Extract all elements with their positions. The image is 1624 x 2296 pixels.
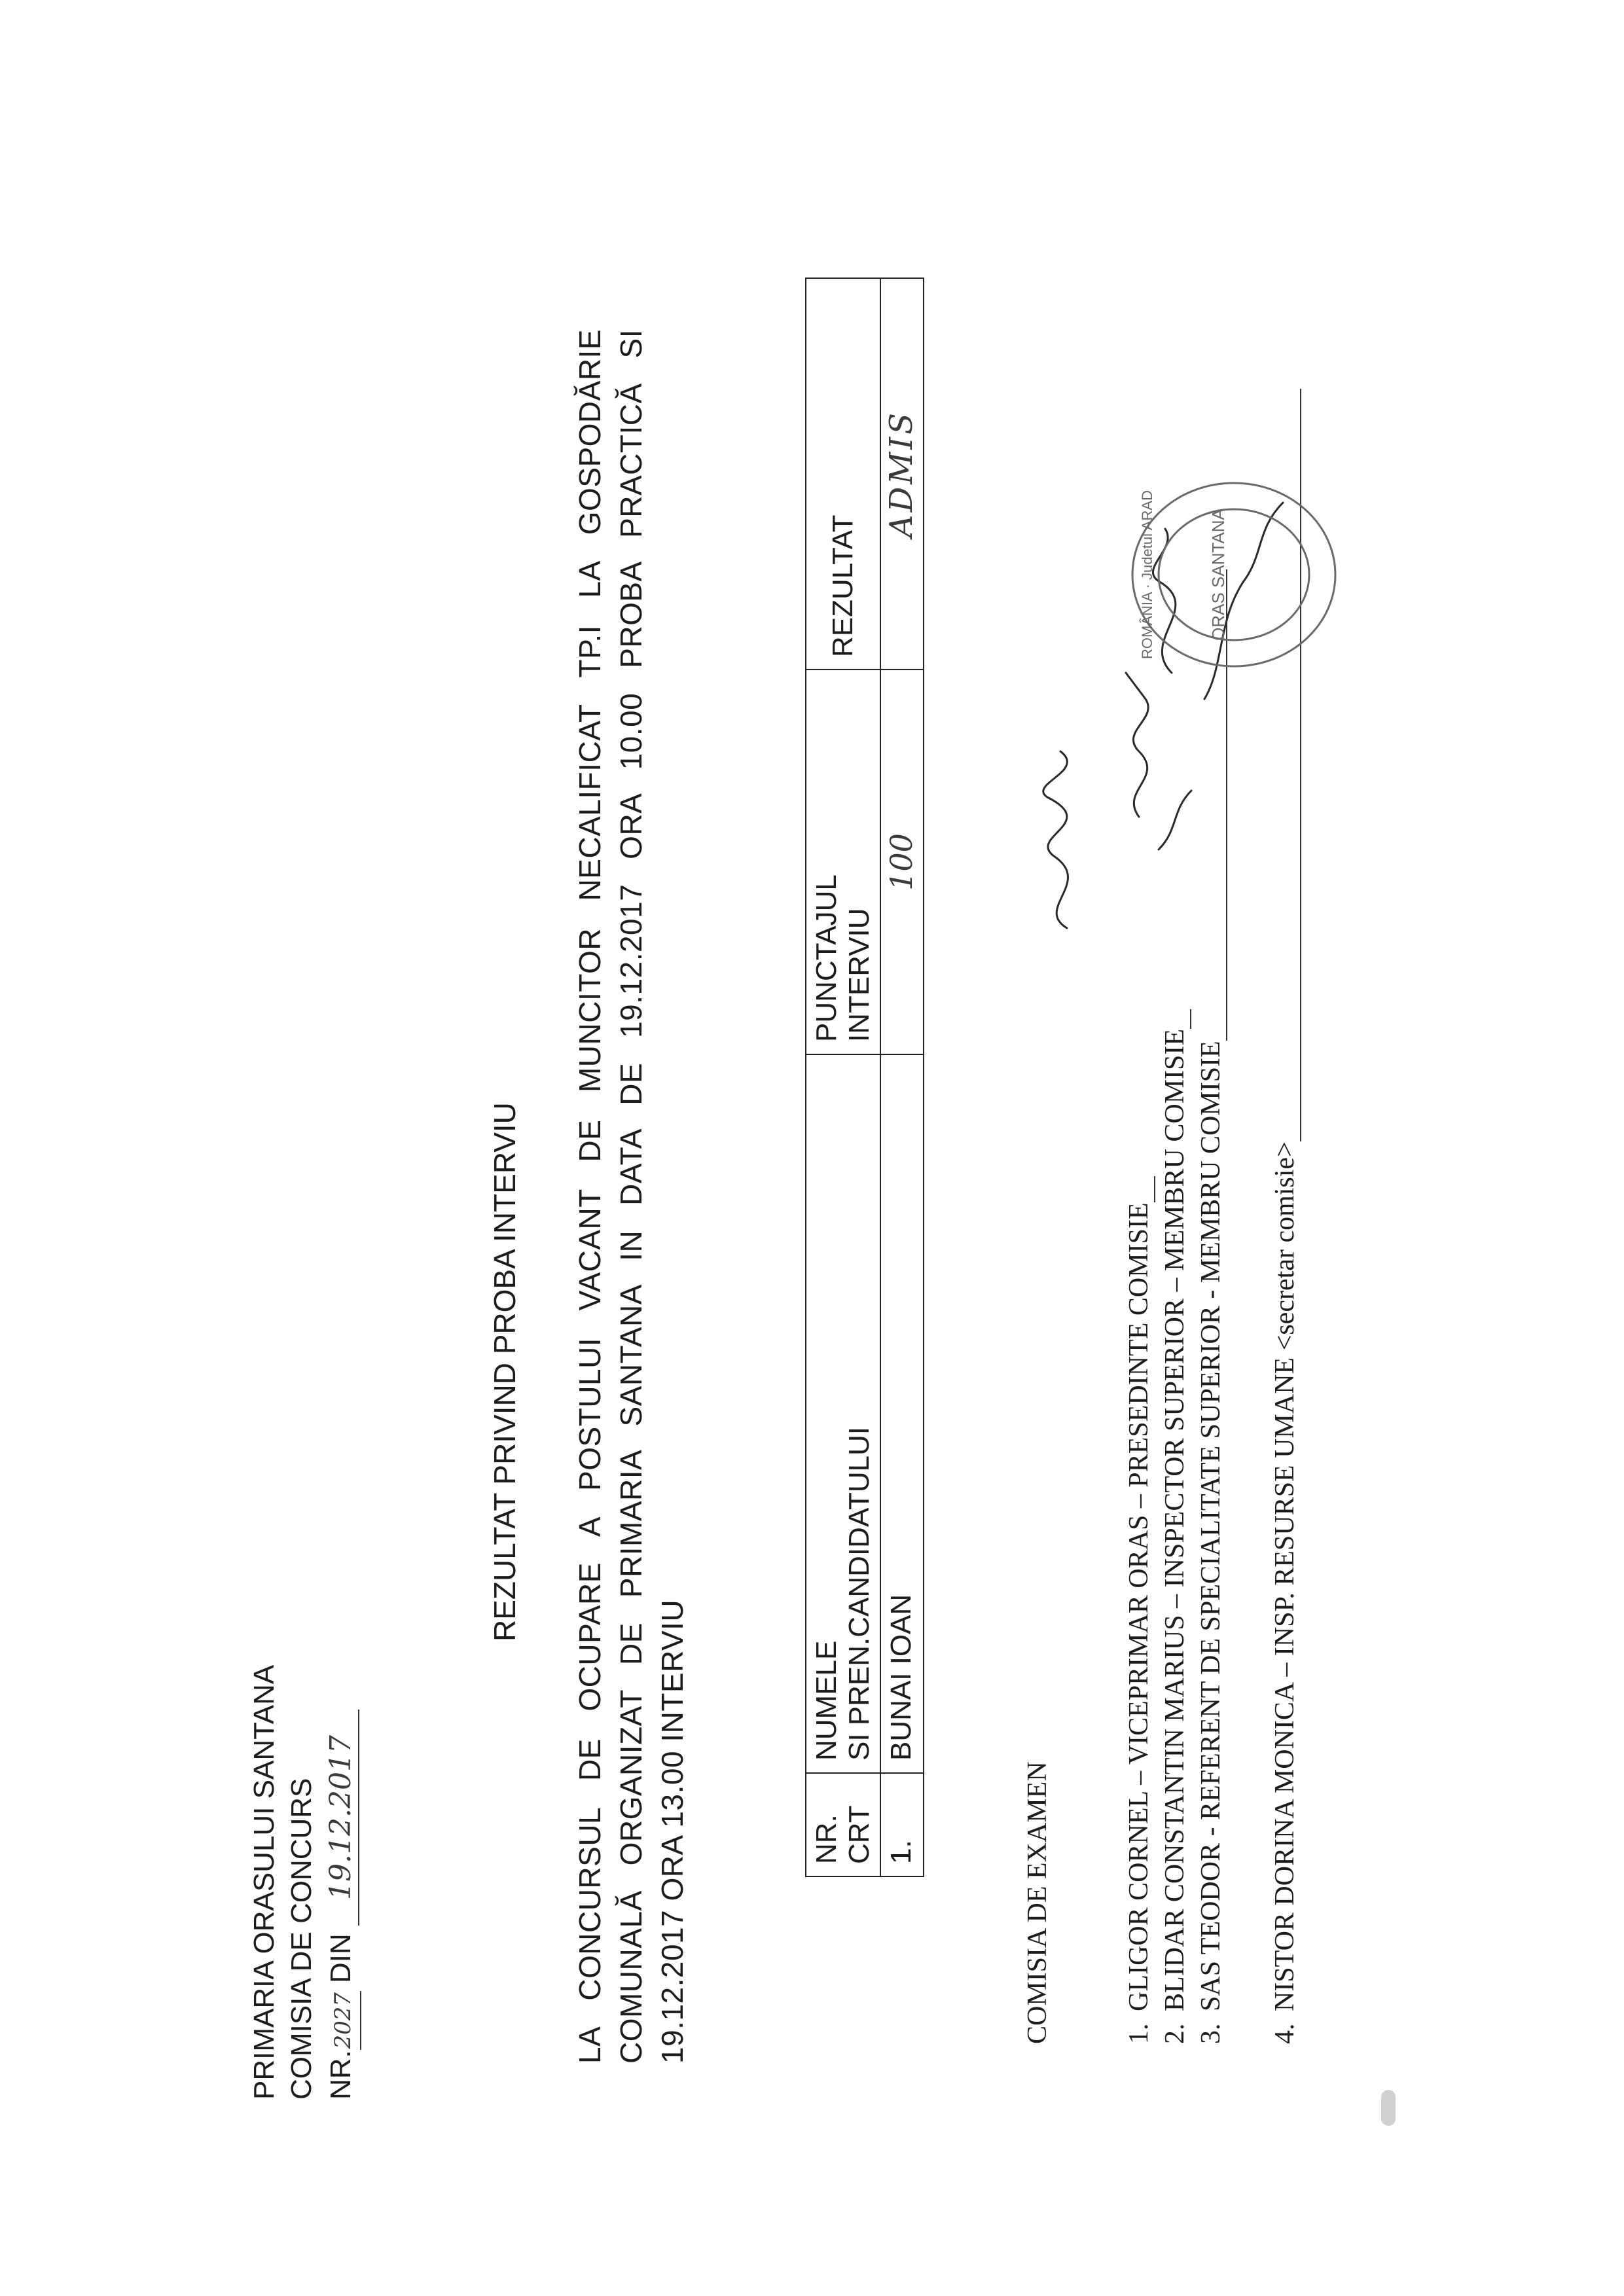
cell-candidate-name: BUNAI IOAN <box>880 1054 924 1773</box>
registration-line <box>324 1710 361 2100</box>
scan-mark <box>1381 2090 1396 2126</box>
cell-nr: 1. <box>880 1773 924 1876</box>
nr-label: NR. <box>325 2050 357 2100</box>
member-2 <box>1159 1009 1191 2044</box>
member-number: 3. <box>1196 2023 1226 2044</box>
date-field <box>324 1710 359 1926</box>
member-number: 4. <box>1270 2023 1300 2044</box>
header-nr-crt: NR. CRT <box>806 1773 880 1876</box>
member-text: BLIDAR CONSTANTIN MARIUS – INSPECTOR SUPERIOR – MEMBRU COMISIE <box>1160 1028 1190 2011</box>
paragraph-line-1: LA CONCURSUL DE OCUPARE A POSTULUI VACANT DE MUNCITOR NECALIFICAT TP.I LA GOSPODĂRIE <box>573 329 607 2064</box>
din-label: DIN <box>325 1933 357 1983</box>
official-stamp <box>1126 476 1342 673</box>
header-result: REZULTAT <box>806 278 880 670</box>
member-text: GLIGOR CORNEL – VICEPRIMAR ORAS – PRESEDINTE COMISIE <box>1124 1202 1154 2011</box>
stamp-outer-ring <box>1132 483 1335 666</box>
member-text: NISTOR DORINA MONICA – INSP. RESURSE UMANE <secretar comisie> <box>1270 1141 1300 2011</box>
commission-name: COMISIA DE CONCURS <box>285 1778 317 2100</box>
member-number: 1. <box>1124 2023 1154 2044</box>
document-title: REZULTAT PRIVIND PROBA INTERVIU <box>488 1102 522 1641</box>
cell-score: 100 <box>880 670 924 1054</box>
signature-1-stroke <box>1043 751 1068 928</box>
signature-line <box>1127 1176 1155 1202</box>
header-interview-score: PUNCTAJUL INTERVIU <box>806 670 880 1054</box>
commission-title: COMISIA DE EXAMEN <box>1022 1761 1053 2044</box>
table-header-row <box>806 278 880 1876</box>
stamp-outer-text: ROMÂNIA · Judetul ARAD <box>1139 490 1155 659</box>
date-handwritten: 19.12.2017 <box>324 1735 357 1900</box>
stamp-inner-ring <box>1159 509 1309 640</box>
header-candidate-name: NUMELE SI PREN.CANDIDATULUI <box>806 1054 880 1773</box>
nr-handwritten: 2027 <box>330 1992 356 2049</box>
results-table <box>805 278 924 1877</box>
signature-2b-stroke <box>1159 791 1191 850</box>
member-1 <box>1123 1176 1155 2044</box>
member-number: 2. <box>1160 2023 1190 2044</box>
signature-2-stroke <box>1126 673 1148 817</box>
nr-field <box>324 1991 361 2050</box>
table-row <box>880 278 924 1876</box>
paragraph-line-2: COMUNALĂ ORGANIZAT DE PRIMARIA SANTANA IN DATA DE 19.12.2017 ORA 10.00 PROBA PRACTICĂ SI <box>614 329 648 2064</box>
paragraph-line-3: 19.12.2017 ORA 13.00 INTERVIU <box>655 1599 689 2064</box>
member-text: SAS TEODOR - REFERENT DE SPECIALITATE SUPERIOR - MEMBRU COMISIE <box>1196 1041 1226 2011</box>
institution-name: PRIMARIA ORASULUI SANTANA <box>248 1664 280 2100</box>
announcement-paragraph <box>569 329 693 2064</box>
stamp-inner-text: ORAS SANTANA <box>1208 509 1228 641</box>
signature-line <box>1163 1009 1191 1029</box>
cell-result: ADMIS <box>880 278 924 670</box>
